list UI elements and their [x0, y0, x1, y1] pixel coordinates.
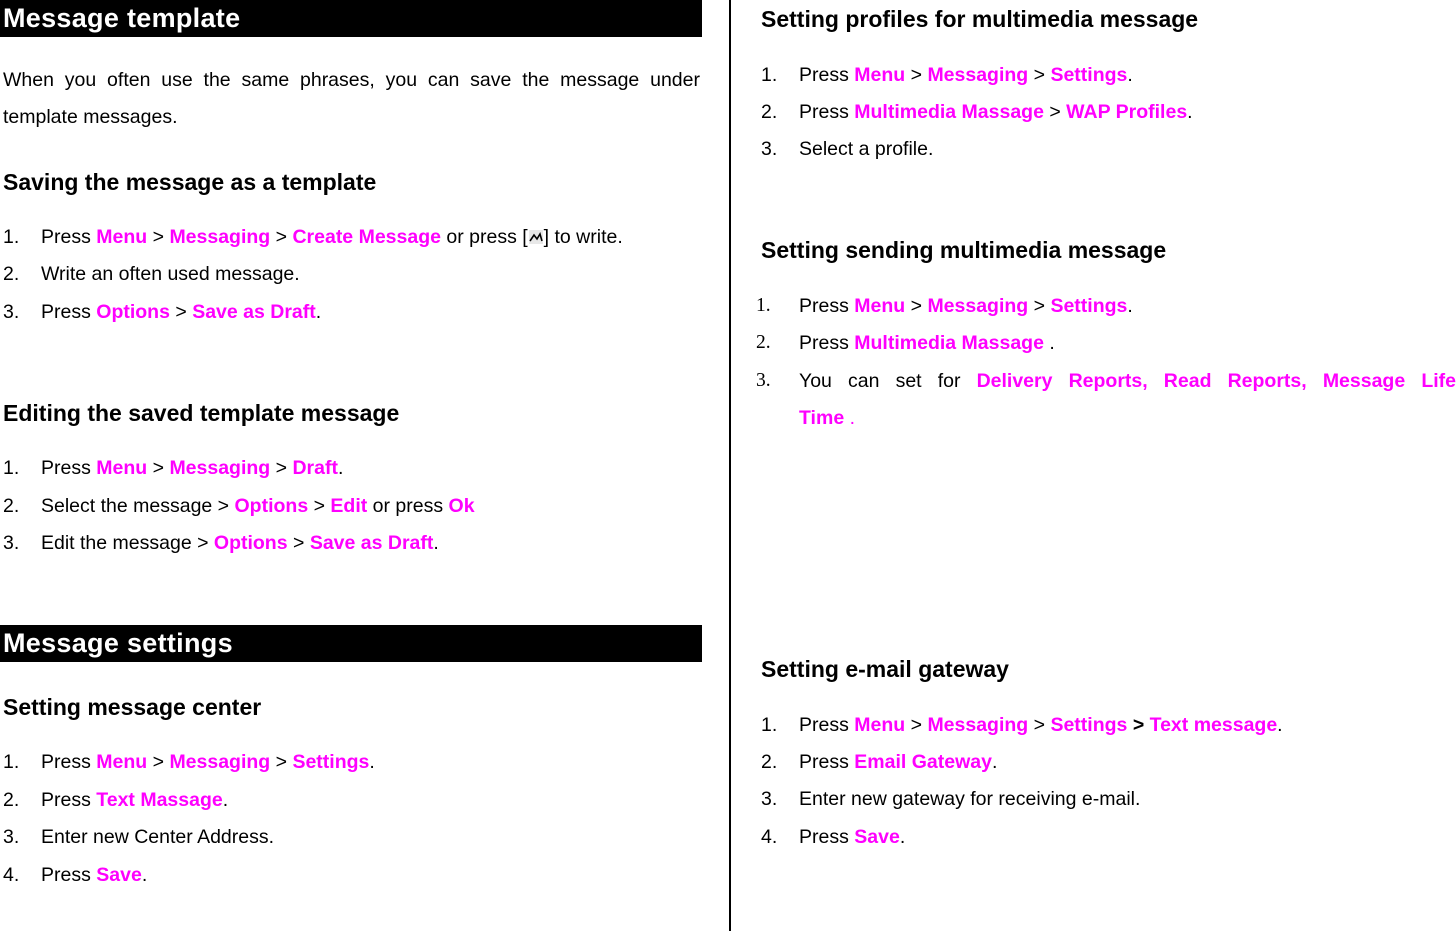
- heading-email-gateway: Setting e-mail gateway: [761, 656, 1009, 682]
- heading-profiles-multimedia: Setting profiles for multimedia message: [761, 6, 1199, 32]
- section-banner-message-template: Message template: [0, 0, 702, 37]
- intro-paragraph: When you often use the same phrases, you can save the message under template messages.: [3, 69, 700, 128]
- heading-sending-multimedia: Setting sending multimedia message: [761, 237, 1167, 263]
- column-divider: [729, 0, 731, 931]
- section-banner-message-settings: Message settings: [0, 625, 702, 662]
- heading-message-center: Setting message center: [3, 694, 262, 720]
- heading-saving-template: Saving the message as a template: [3, 169, 377, 195]
- write-key-icon: [529, 230, 543, 244]
- heading-editing-template: Editing the saved template message: [3, 400, 400, 426]
